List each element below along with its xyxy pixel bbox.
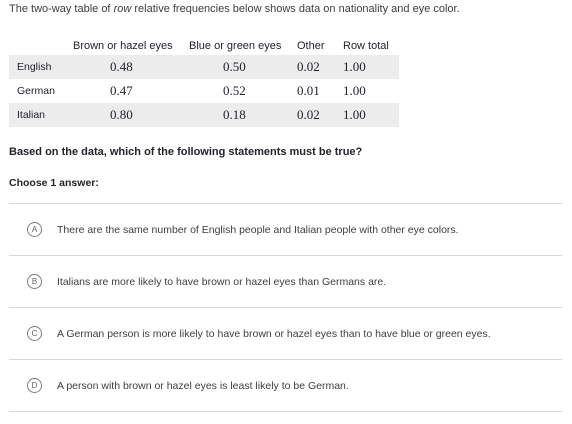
table-header-corner (9, 36, 73, 55)
choice-letter-badge: C (27, 326, 42, 341)
table-row (9, 103, 399, 127)
table-cell: 0.80 (73, 103, 189, 127)
choice-d[interactable] (9, 360, 562, 412)
choice-text: There are the same number of English people and Italian people with other eye colors. (57, 223, 459, 236)
table-cell: 0.18 (189, 103, 297, 127)
intro-after: relative frequencies below shows data on nationality and eye color. (131, 3, 460, 15)
table-cell: 1.00 (343, 55, 399, 79)
table-header-row (9, 36, 399, 55)
choice-b[interactable] (9, 256, 562, 308)
row-label-english: English (9, 55, 73, 79)
choice-text: A person with brown or hazel eyes is least likely to be German. (57, 379, 349, 392)
intro-before: The two-way table of (9, 3, 114, 15)
intro-text (9, 3, 460, 15)
row-label-italian: Italian (9, 103, 73, 127)
table-cell: 0.01 (297, 83, 320, 98)
choice-letter-badge: B (27, 274, 42, 289)
table-row (9, 79, 399, 103)
answer-choices (9, 203, 562, 412)
table-row (9, 55, 399, 79)
table-cell: 0.52 (223, 83, 246, 98)
choice-text: A German person is more likely to have brown or hazel eyes than to have blue or green eyes. (57, 327, 491, 340)
choice-letter-badge: D (27, 378, 42, 393)
row-label-german: German (17, 85, 55, 97)
table-cell: 0.02 (297, 103, 343, 127)
table-header-blue-green: Blue or green eyes (189, 39, 282, 52)
choice-letter-badge: A (27, 222, 42, 237)
table-cell: 0.48 (73, 55, 189, 79)
table-cell: 0.47 (110, 83, 133, 98)
choice-text: Italians are more likely to have brown or hazel eyes than Germans are. (57, 275, 387, 288)
table-header-brown-hazel: Brown or hazel eyes (73, 39, 173, 52)
intro-emphasis: row (113, 3, 132, 15)
table-header-other: Other (297, 39, 325, 52)
table-cell: 1.00 (343, 83, 366, 98)
table-cell: 0.02 (297, 55, 343, 79)
choice-a[interactable] (9, 204, 562, 256)
choose-prompt: Choose 1 answer: (9, 177, 99, 189)
choice-c[interactable] (9, 308, 562, 360)
table-cell: 0.50 (189, 55, 297, 79)
table-cell: 1.00 (343, 103, 399, 127)
table-header-row-total: Row total (343, 39, 389, 52)
frequency-table (9, 36, 399, 127)
question-text: Based on the data, which of the following statements must be true? (9, 146, 363, 158)
